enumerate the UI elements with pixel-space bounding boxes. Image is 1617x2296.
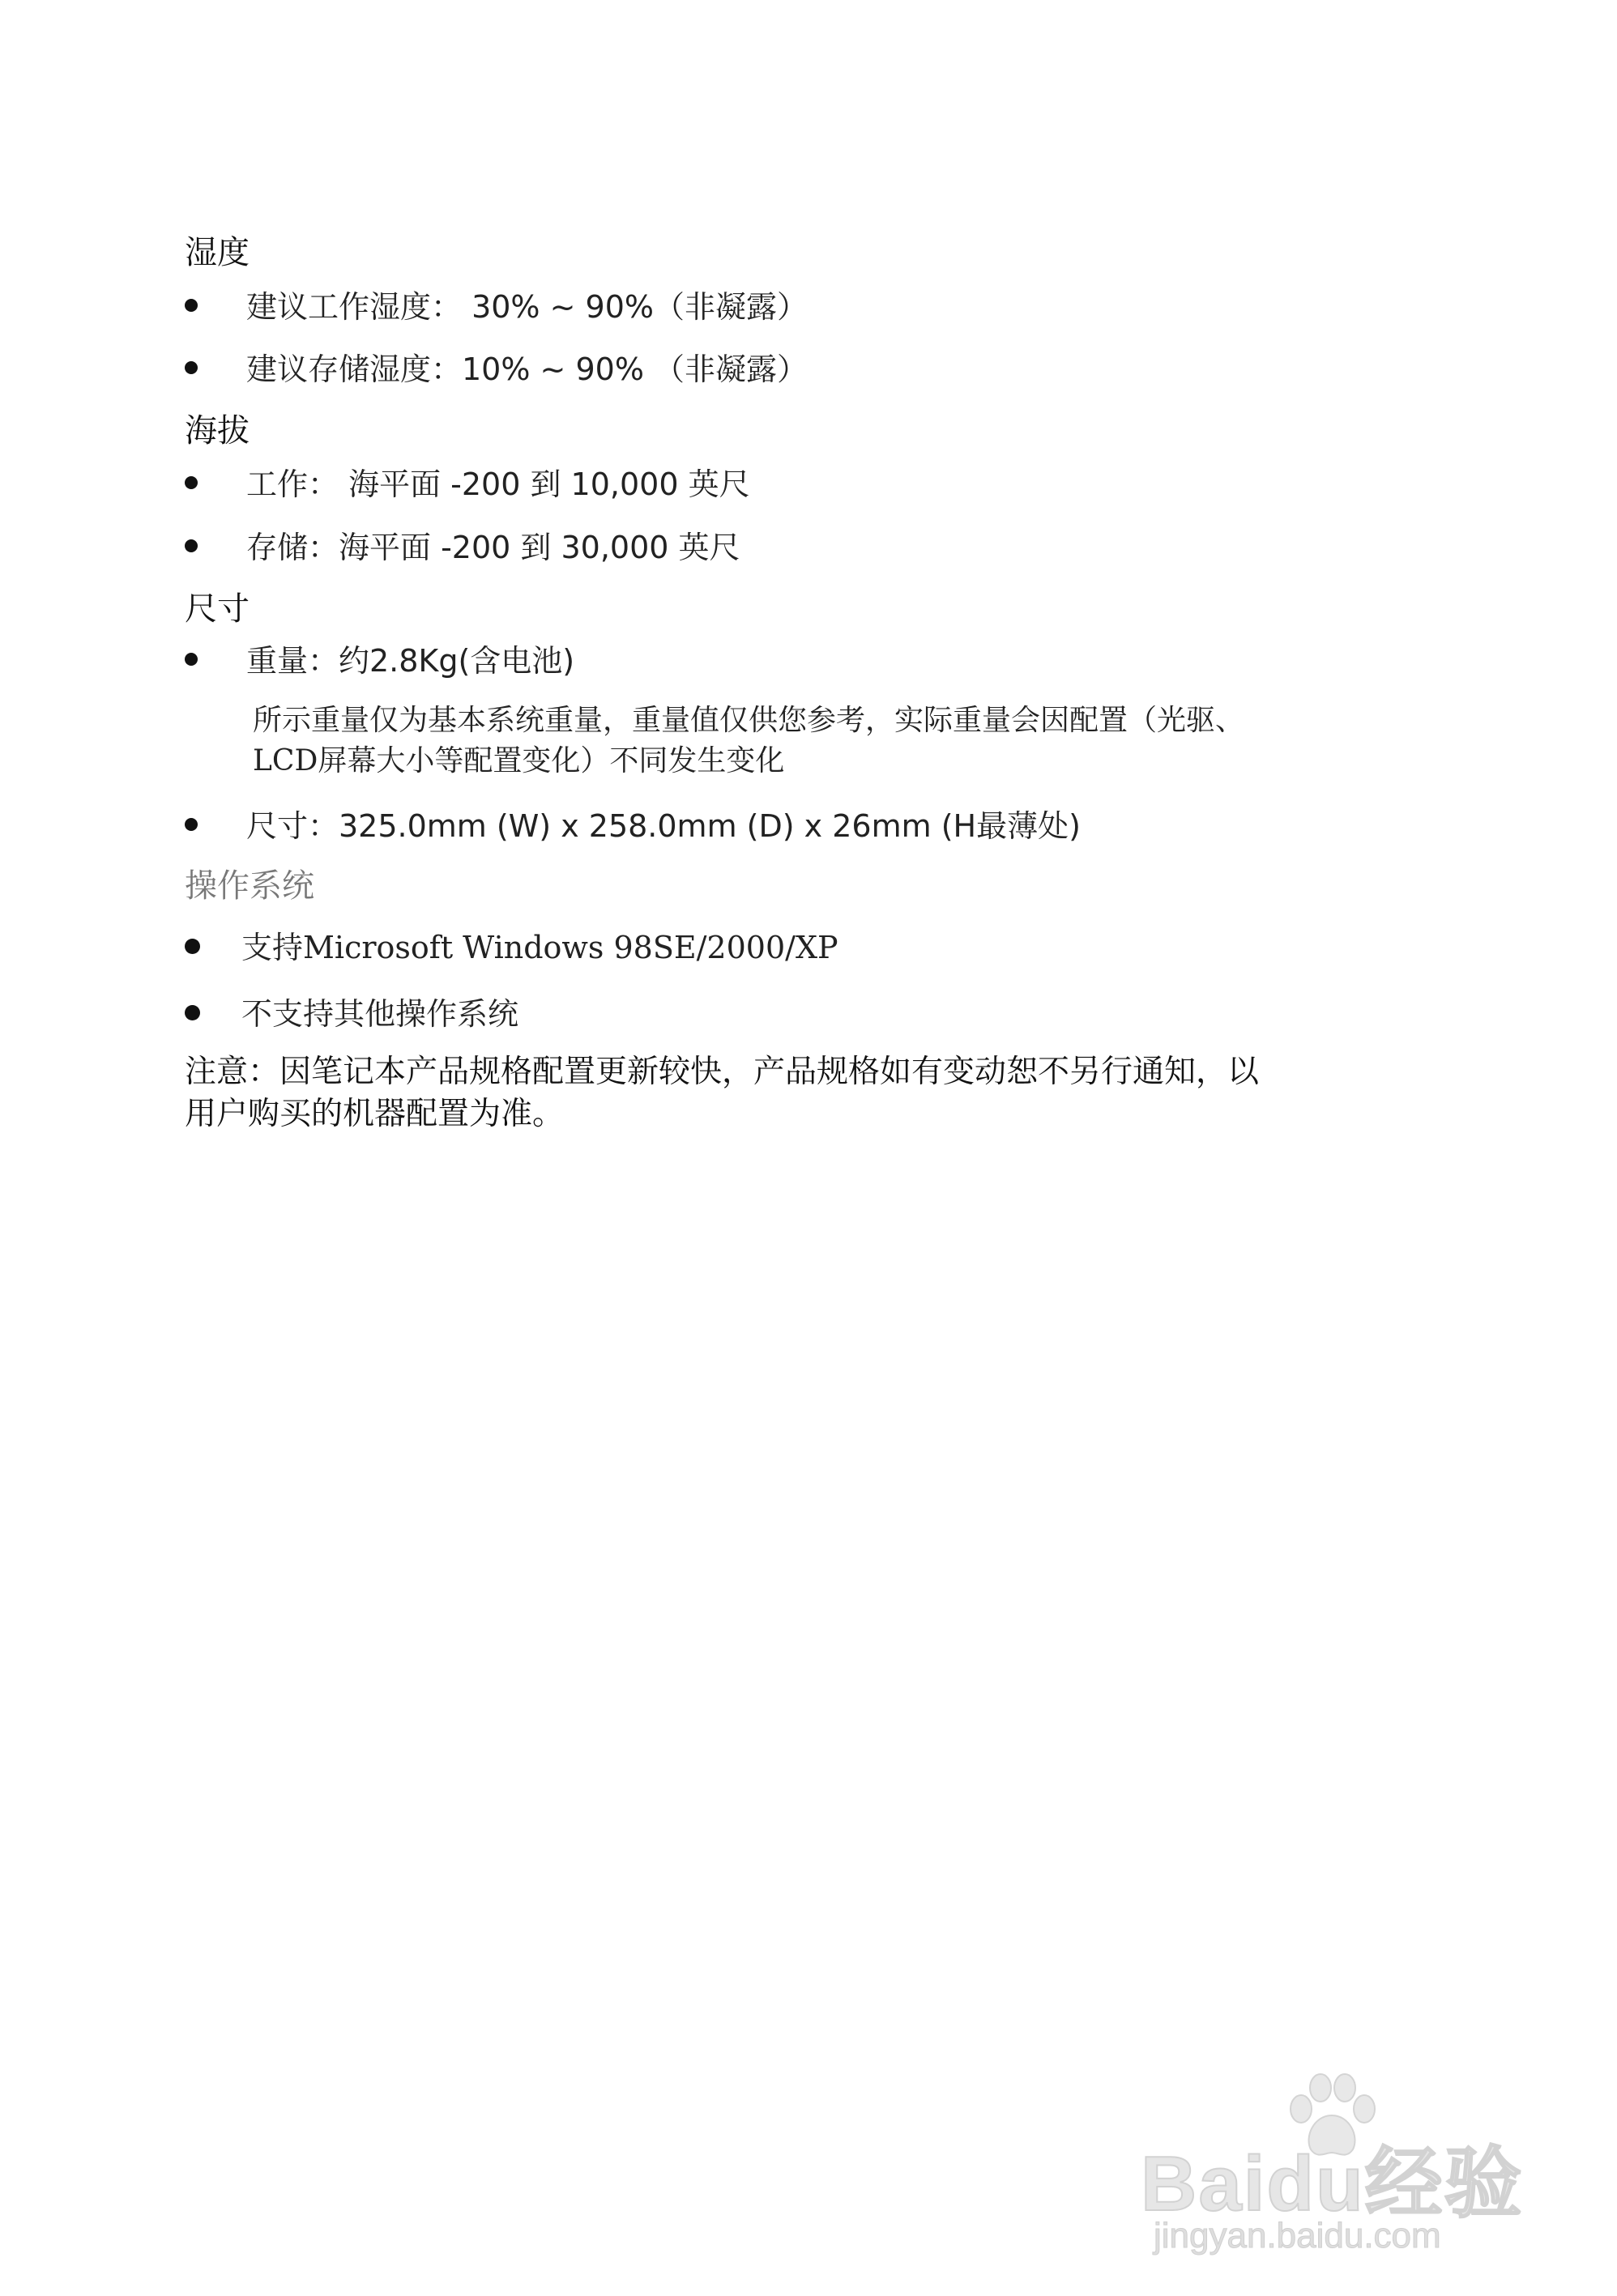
bullet-icon bbox=[185, 818, 198, 831]
altitude-working: 工作： 海平面 -200 到 10,000 英尺 bbox=[246, 466, 750, 502]
humidity-heading: 湿度 bbox=[185, 234, 250, 271]
bullet-icon bbox=[185, 361, 198, 374]
baidu-jingyan-watermark bbox=[1134, 2073, 1539, 2260]
weight-text: 重量：约2.8Kg(含电池) bbox=[246, 643, 575, 679]
os-heading: 操作系统 bbox=[185, 867, 314, 905]
weight-note-line-1: 所示重量仅为基本系统重量，重量值仅供您参考，实际重量会因配置（光驱、 bbox=[253, 704, 1245, 737]
altitude-storage: 存储：海平面 -200 到 30,000 英尺 bbox=[246, 530, 740, 565]
size-text: 尺寸：325.0mm (W) x 258.0mm (D) x 26mm (H最薄处) bbox=[246, 808, 1081, 844]
humidity-working: 建议工作湿度： 30% ~ 90%（非凝露） bbox=[246, 289, 808, 325]
notice-line-1: 注意：因笔记本产品规格配置更新较快，产品规格如有变动恕不另行通知，以 bbox=[185, 1054, 1260, 1090]
bullet-icon bbox=[185, 1005, 200, 1020]
os-supported: 支持Microsoft Windows 98SE/2000/XP bbox=[241, 930, 838, 965]
weight-note-line-2: LCD屏幕大小等配置变化）不同发生变化 bbox=[253, 744, 785, 777]
altitude-heading: 海拔 bbox=[185, 412, 250, 449]
watermark-logo-text: Baidu经验 bbox=[1141, 2141, 1524, 2227]
watermark-url: jingyan.baidu.com bbox=[1154, 2216, 1441, 2256]
bullet-icon bbox=[185, 539, 198, 552]
humidity-storage: 建议存储湿度：10% ~ 90% （非凝露） bbox=[246, 351, 808, 387]
bullet-icon bbox=[185, 476, 198, 489]
dimensions-heading: 尺寸 bbox=[185, 590, 250, 628]
os-unsupported: 不支持其他操作系统 bbox=[241, 996, 519, 1032]
bullet-icon bbox=[185, 299, 198, 312]
notice-line-2: 用户购买的机器配置为准。 bbox=[185, 1096, 565, 1132]
bullet-icon bbox=[185, 653, 198, 666]
bullet-icon bbox=[185, 939, 200, 954]
